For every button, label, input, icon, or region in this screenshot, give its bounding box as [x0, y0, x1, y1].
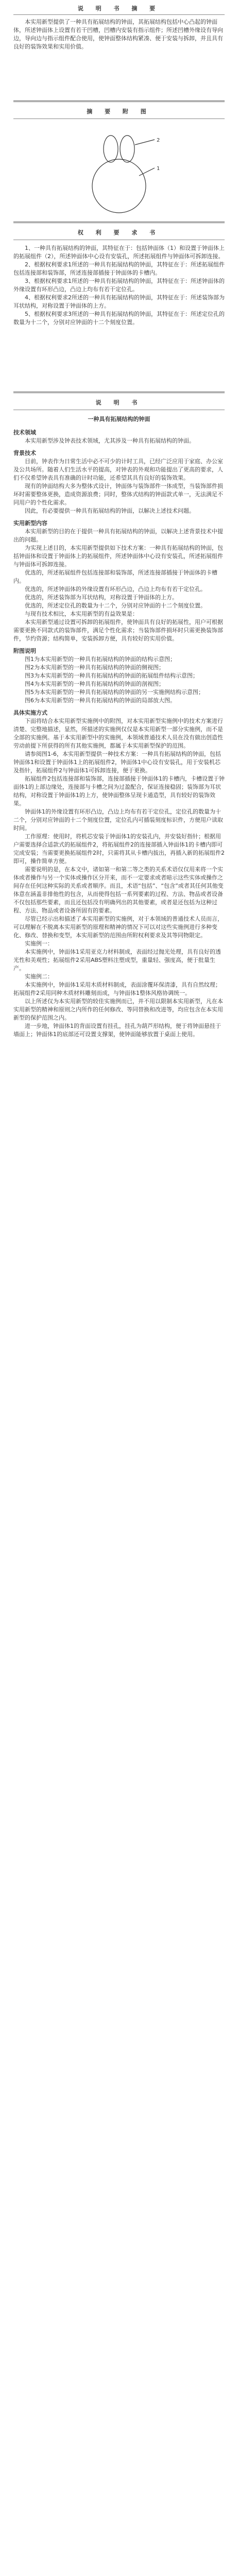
summary-paragraph: 本实用新型的目的在于提供一种具有拓展结构的钟面，以解决上述背景技术中提出的问题。: [13, 528, 223, 543]
abstract-text: 本实用新型提供了一种具有拓展结构的钟面，其拓展结构包括中心凸起的钟面体，所述钟面体上设置有若干凹槽，凹槽内安装有指示组件；所述凹槽外缘设有导向边，导向边与指示组件配合使用，使钟面整体结构紧凑、便于安装与拆卸，并且具有良好的装饰效果和实用价值。: [13, 19, 223, 50]
summary-paragraph: 优选的，所述拓展组件包括连接部和装饰部，所述连接部插接于钟面体的卡槽内。: [13, 569, 217, 584]
drawing-item: 图4为本实用新型的一种具有拓展结构的钟面的剖视图；: [25, 681, 164, 687]
callout-1: 1: [157, 166, 160, 172]
abstract-figure-title: 摘 要 附 图: [87, 108, 151, 115]
abstract-section: [0, 4, 238, 51]
embodiment-paragraph: 请参阅图1-6，本实用新型提供一种技术方案：一种具有拓展结构的钟面，包括钟面体1和设置于钟面体1上的拓展组件2，钟面体1中心设有安装孔，用于安装机芯及指针，拓展组件2与钟面体1可拆卸连接，便于更换。: [13, 751, 221, 774]
background-heading: 背景技术: [13, 450, 36, 456]
drawing-item: 图3为本实用新型的一种具有拓展结构的钟面的拓展组件结构示意图；: [25, 672, 198, 679]
drawing-item: 图6为本实用新型的一种具有拓展结构的钟面的局部放大图。: [25, 697, 176, 704]
claim-1: 1、一种具有拓展结构的钟面，其特征在于：包括钟面体（1）和设置于钟面体上的拓展组件（2），所述钟面体中心设有安装孔，所述拓展组件与钟面体可拆卸连接。: [13, 245, 225, 260]
claims-title: 权 利 要 求 书: [77, 229, 161, 236]
divider: [13, 14, 225, 15]
embodiment-paragraph: 工作原理：使用时，将机芯安装于钟面体1的安装孔内，并安装好指针；根据用户需要选择合适款式的拓展组件2，将拓展组件2的连接部插入钟面体1的卡槽内即可完成安装；当需要更换拓展组件2时，只需将其从卡槽内拔出，再插入新的拓展组件2即可，操作简单方便。: [13, 833, 225, 865]
description-title: 说 明 书: [95, 399, 143, 406]
embodiment-paragraph: 尽管已经示出和描述了本实用新型的实施例，对于本领域的普通技术人员而言，可以理解在不脱离本实用新型的原理和精神的情况下可以对这些实施例进行多种变化、修改、替换和变型，本实用新型的范围由所附权利要求及其等同物限定。: [13, 916, 223, 939]
embodiment-paragraph: 实施例一：: [25, 940, 53, 947]
background-paragraph: 现有的钟面结构大多为整体式设计，钟面体与装饰部件一体成型，当装饰部件损坏时需要整体更换，造成资源浪费；同时，整体式结构的钟面款式单一，无法满足不同用户的个性化需求。: [13, 483, 223, 506]
embodiment-paragraph: 本实施例中，钟面体1采用亚克力材料制成，表面经过抛光处理，具有良好的透光性和美观性；拓展组件2采用ABS塑料注塑成型，重量轻、强度高，便于批量生产。: [13, 948, 221, 972]
embodiment-heading: 具体实施方式: [13, 709, 47, 716]
summary-paragraph: 与现有技术相比，本实用新型的有益效果是：: [25, 611, 138, 617]
abstract-figure-section: [0, 100, 238, 222]
embodiment-paragraph: 以上所述仅为本实用新型的较佳实施例而已，并不用以限制本实用新型，凡在本实用新型的精神和原则之内所作的任何修改、等同替换和改进等，均应包含在本实用新型的保护范围之内。: [13, 998, 223, 1021]
claim-3: 3、根据权利要求1所述的一种具有拓展结构的钟面，其特征在于：所述钟面体的外缘设置有环形凸边，凸边上均布有若干定位孔。: [13, 278, 225, 293]
embodiment-paragraph: 进一步地，钟面体1的背面设置有挂孔，挂孔为葫芦形结构，便于将钟面悬挂于墙面上；钟面体1的底部还可设置支撑架，使钟面能够放置于桌面上使用。: [13, 1023, 221, 1038]
drawing-item: 图5为本实用新型的一种具有拓展结构的钟面的另一实施例结构示意图；: [25, 689, 204, 696]
drawing-item: 图2为本实用新型的一种具有拓展结构的钟面的侧视图；: [25, 664, 164, 671]
embodiment-paragraph: 本实施例中，钟面体1采用木质材料制成，表面涂覆环保清漆，具有自然纹理；拓展组件2采用同种木质材料雕刻而成，与钟面体1整体风格协调统一。: [13, 981, 221, 996]
divider: [13, 222, 225, 223]
description-section: [0, 392, 238, 1039]
embodiment-paragraph: 钟面体1的外缘设置有环形凸边，凸边上均布有若干定位孔，定位孔的数量为十二个，分别对应钟面的十二个刻度位置，定位孔内可插装刻度标识件，方便用户读取时间。: [13, 808, 223, 832]
divider: [13, 118, 225, 119]
embodiment-paragraph: 拓展组件2包括连接部和装饰部，连接部插接于钟面体1的卡槽内，卡槽设置于钟面体1的上部边缘处，连接部与卡槽之间为过盈配合，保证连接稳固；装饰部为耳状结构，对称设置于钟面体1的上方，使钟面整体呈现卡通造型，具有较好的装饰效果。: [13, 775, 225, 807]
summary-heading: 实用新型内容: [13, 520, 47, 527]
invention-name: 一种具有拓展结构的钟面: [88, 416, 150, 422]
embodiment-paragraph: 需要说明的是，在本文中，诸如第一和第二等之类的关系术语仅仅用来将一个实体或者操作与另一个实体或操作区分开来，而不一定要求或者暗示这些实体或操作之间存在任何这种实际的关系或者顺序。而且，术语“包括”、“包含”或者其任何其他变体意在涵盖非排他性的包含，从而使得包括一系列要素的过程、方法、物品或者设备不仅包括那些要素，而且还包括没有明确列出的其他要素，或者是还包括为这种过程、方法、物品或者设备所固有的要素。: [13, 866, 224, 914]
field-text: 本实用新型涉及钟表技术领域，尤其涉及一种具有拓展结构的钟面。: [25, 437, 195, 444]
embodiment-paragraph: 下面将结合本实用新型实施例中的附图，对本实用新型实施例中的技术方案进行清楚、完整地描述，显然，所描述的实施例仅仅是本实用新型一部分实施例，而不是全部的实施例。基于本实用新型中的实施例，本领域普通技术人员在没有做出创造性劳动前提下所获得的所有其他实施例，都属于本实用新型保护的范围。: [13, 718, 223, 749]
summary-paragraph: 优选的，所述装饰部为耳状结构，对称设置于钟面体的上方。: [25, 594, 178, 601]
summary-paragraph: 本实用新型通过设置可拆卸的拓展组件，使钟面具有良好的拓展性，用户可根据需要更换不同款式的装饰部件，满足个性化需求；当装饰部件损坏时只需更换装饰部件，节约资源；结构简单，安装拆卸方便，具有较好的实用价值。: [13, 619, 223, 642]
background-paragraph: 因此，有必要提供一种具有拓展结构的钟面，以解决上述技术问题。: [25, 507, 195, 514]
claim-2: 2、根据权利要求1所述的一种具有拓展结构的钟面，其特征在于：所述拓展组件包括连接部和装饰部，所述连接部插接于钟面体的卡槽内。: [13, 261, 225, 276]
divider: [13, 392, 225, 393]
abstract-title: 说 明 书 摘 要: [77, 5, 161, 12]
claims-section: [0, 222, 238, 327]
drawing-item: 图1为本实用新型的一种具有拓展结构的钟面的结构示意图；: [25, 656, 176, 663]
claim-5: 5、根据权利要求3所述的一种具有拓展结构的钟面，其特征在于：所述定位孔的数量为十二个，分别对应钟面的十二个刻度位置。: [13, 311, 225, 326]
drawings-heading: 附图说明: [13, 648, 36, 654]
callout-2: 2: [157, 138, 160, 143]
summary-paragraph: 优选的，所述钟面体的外缘设置有环形凸边，凸边上均布有若干定位孔。: [25, 586, 206, 592]
claim-4: 4、根据权利要求2所述的一种具有拓展结构的钟面，其特征在于：所述装饰部为耳状结构，对称设置于钟面体的上方。: [13, 294, 225, 309]
summary-paragraph: 为实现上述目的，本实用新型提供如下技术方案：一种具有拓展结构的钟面，包括钟面体和设置于钟面体上的拓展组件，所述钟面体中心设有安装孔，所述拓展组件与钟面体可拆卸连接。: [13, 545, 223, 568]
abstract-figure-drawing: [0, 124, 238, 222]
field-heading: 技术领域: [13, 429, 36, 436]
divider: [13, 100, 225, 102]
embodiment-paragraph: 实施例二：: [25, 973, 53, 980]
summary-paragraph: 优选的，所述定位孔的数量为十二个，分别对应钟面的十二个刻度位置。: [25, 602, 206, 609]
background-paragraph: 目前，钟表作为日常生活中必不可少的计时工具，已经广泛应用于家庭、办公室及公共场所。随着人们生活水平的提高，对钟表的外观和功能提出了更高的要求，人们不仅希望钟表具有准确的计时功能，还希望其具有良好的装饰效果。: [13, 458, 223, 481]
